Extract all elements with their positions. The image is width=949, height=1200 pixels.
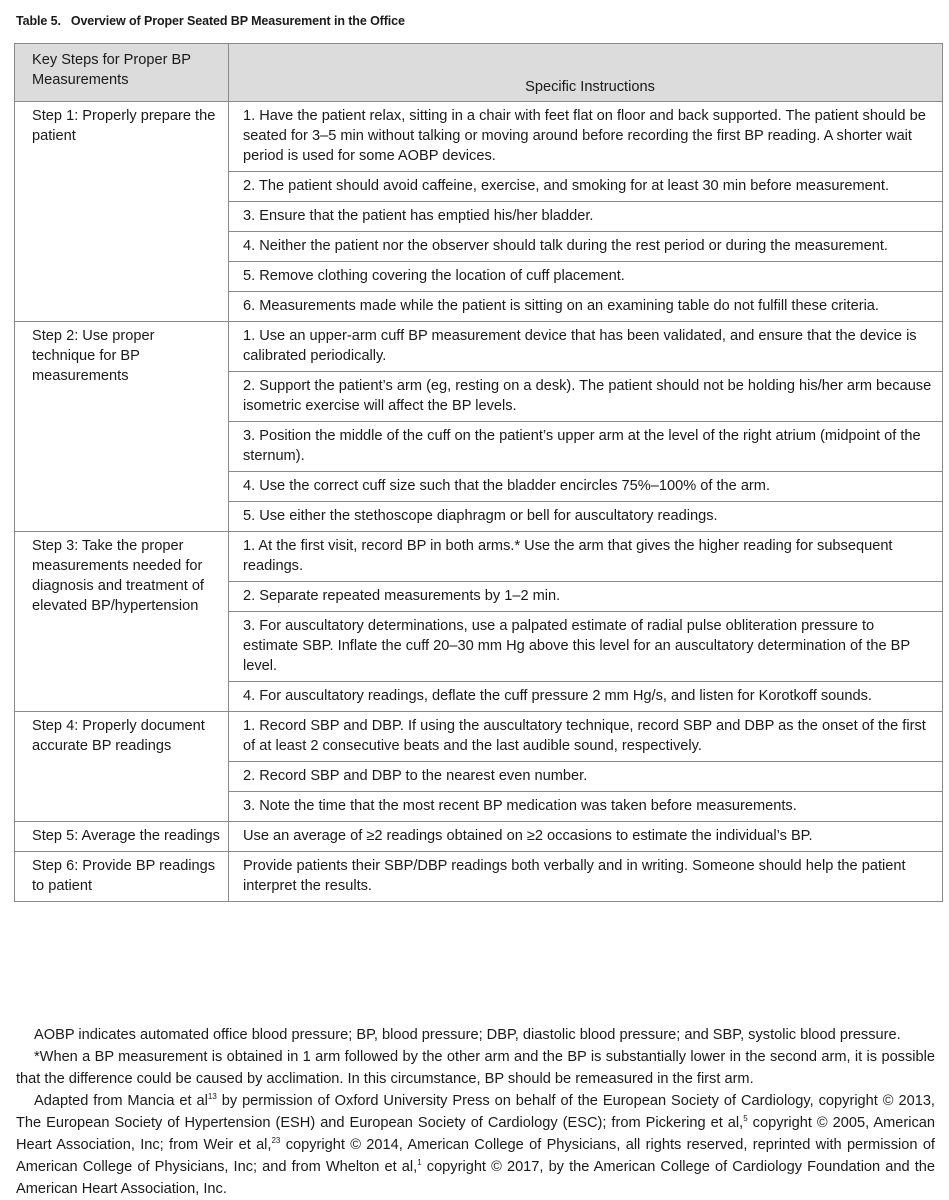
ref-superscript: 1 <box>417 1158 422 1168</box>
table-title <box>16 14 405 28</box>
instruction-item: 3. Ensure that the patient has emptied his/her bladder. <box>229 201 942 231</box>
instruction-item: Use an average of ≥2 readings obtained on ≥2 occasions to estimate the individual’s BP. <box>243 828 813 844</box>
table-body <box>15 102 943 902</box>
instructions-cell <box>229 532 943 712</box>
instruction-item: 1. At the first visit, record BP in both arms.* Use the arm that gives the higher reading for subsequent readings. <box>243 538 893 574</box>
adapted-text-1: Adapted from Mancia et al <box>34 1093 208 1109</box>
instruction-item: 4. For auscultatory readings, deflate the cuff pressure 2 mm Hg/s, and listen for Korotkoff sounds. <box>229 681 942 711</box>
ref-superscript: 23 <box>271 1136 281 1146</box>
instructions-cell <box>229 102 943 322</box>
ref-superscript: 13 <box>207 1092 217 1102</box>
instruction-item: 4. Neither the patient nor the observer should talk during the rest period or during the measurement. <box>229 231 942 261</box>
instruction-item: 5. Use either the stethoscope diaphragm or bell for auscultatory readings. <box>229 501 942 531</box>
table-row <box>15 532 943 712</box>
instructions-cell <box>229 712 943 822</box>
table-row <box>15 822 943 852</box>
bp-measurement-table <box>14 43 943 902</box>
instruction-item: 3. For auscultatory determinations, use a palpated estimate of radial pulse obliteration pressure to estimate SBP. Inflate the cuff 20–30 mm Hg above this level for an auscultatory determination of the BP level. <box>229 611 942 681</box>
step-cell: Step 2: Use proper technique for BP measurements <box>15 322 229 532</box>
instruction-item: 1. Record SBP and DBP. If using the auscultatory technique, record SBP and DBP as the onset of the first of at least 2 consecutive beats and the last audible sound, respectively. <box>243 718 926 754</box>
instructions-cell <box>229 322 943 532</box>
adapted-text-4: copyright © 2014, American College of Physicians, all rights reserved, reprinted with permission of American College of Physicians, Inc; and from Whelton et al, <box>16 1137 935 1175</box>
step-cell: Step 1: Properly prepare the patient <box>15 102 229 322</box>
instruction-item: 4. Use the correct cuff size such that the bladder encircles 75%–100% of the arm. <box>229 471 942 501</box>
adapted-text-2: by permission of Oxford University Press on behalf of the European Society of Cardiology, copyright © 2013, The European Society of Hypertension (ESH) and European Society of Cardiology (ESC); from Pickering et al, <box>16 1093 935 1131</box>
instruction-item: 2. Record SBP and DBP to the nearest even number. <box>229 761 942 791</box>
instruction-item: 2. Separate repeated measurements by 1–2 min. <box>229 581 942 611</box>
step-cell: Step 4: Properly document accurate BP readings <box>15 712 229 822</box>
step-cell: Step 6: Provide BP readings to patient <box>15 852 229 902</box>
table-row <box>15 712 943 822</box>
instruction-item: 2. Support the patient’s arm (eg, resting on a desk). The patient should not be holding his/her arm because isometric exercise will affect the BP levels. <box>229 371 942 421</box>
instruction-item: 5. Remove clothing covering the location of cuff placement. <box>229 261 942 291</box>
table-row <box>15 322 943 532</box>
step-cell: Step 5: Average the readings <box>15 822 229 852</box>
adapted-text-5: copyright © 2017, by the American College of Cardiology Foundation and the American Heart Association, Inc. <box>16 1159 936 1197</box>
header-key-steps: Key Steps for Proper BP Measurements <box>15 44 229 102</box>
instruction-item: 3. Note the time that the most recent BP medication was taken before measurements. <box>229 791 942 821</box>
header-specific-instructions: Specific Instructions <box>229 44 943 102</box>
footnote-asterisk: *When a BP measurement is obtained in 1 arm followed by the other arm and the BP is substantially lower in the second arm, it is possible that the difference could be caused by acclimation. In this circumstance, BP should be remeasured in the first arm. <box>16 1049 935 1087</box>
table-number: Table 5. <box>16 14 61 28</box>
footnote-abbreviations: AOBP indicates automated office blood pressure; BP, blood pressure; DBP, diastolic blood pressure; and SBP, systolic blood pressure. <box>34 1027 901 1043</box>
instructions-cell <box>229 852 943 902</box>
instruction-item: 1. Have the patient relax, sitting in a chair with feet flat on floor and back supported. The patient should be seated for 3–5 min without talking or moving around before recording the first BP reading. A shorter wait period is used for some AOBP devices. <box>243 108 926 164</box>
table-row <box>15 852 943 902</box>
table-title-text: Overview of Proper Seated BP Measurement in the Office <box>70 14 405 28</box>
header-row <box>15 44 943 102</box>
instruction-item: 2. The patient should avoid caffeine, exercise, and smoking for at least 30 min before measurement. <box>229 171 942 201</box>
table-row <box>15 102 943 322</box>
adapted-text-3: copyright © 2005, American Heart Association, Inc; from Weir et al, <box>16 1115 935 1153</box>
ref-superscript: 5 <box>743 1114 748 1124</box>
footnote-adapted <box>16 1090 935 1200</box>
step-cell: Step 3: Take the proper measurements needed for diagnosis and treatment of elevated BP/hypertension <box>15 532 229 712</box>
footnotes <box>16 1024 935 1200</box>
instruction-item: 3. Position the middle of the cuff on the patient’s upper arm at the level of the right atrium (midpoint of the sternum). <box>229 421 942 471</box>
instruction-item: 6. Measurements made while the patient is sitting on an examining table do not fulfill these criteria. <box>229 291 942 321</box>
instruction-item: Provide patients their SBP/DBP readings both verbally and in writing. Someone should help the patient interpret the results. <box>243 858 906 894</box>
instruction-item: 1. Use an upper-arm cuff BP measurement device that has been validated, and ensure that the device is calibrated periodically. <box>243 328 917 364</box>
instructions-cell <box>229 822 943 852</box>
